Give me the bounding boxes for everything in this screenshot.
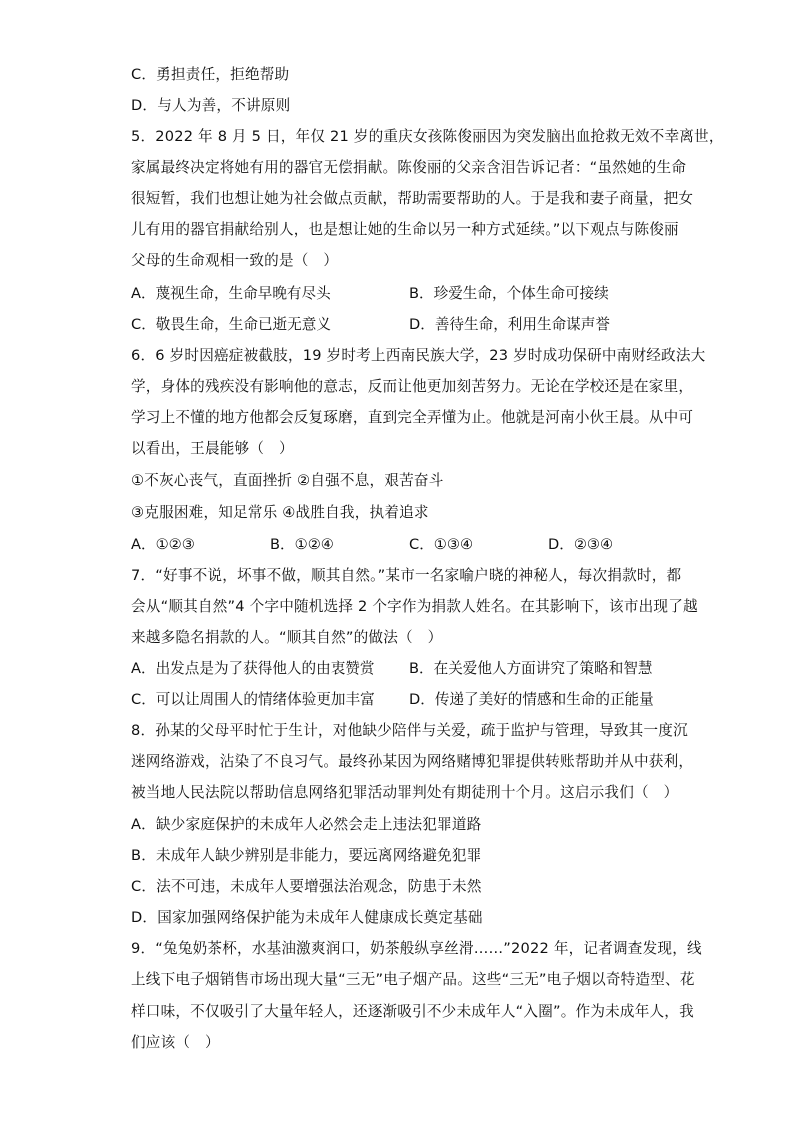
- q7-option-d: D．传递了美好的情感和生命的正能量: [409, 691, 654, 708]
- q5-stem-line-3: 很短暂，我们也想让她为社会做点贡献，帮助需要帮助的人。于是我和妻子商量，把女: [131, 190, 694, 207]
- q8-option-c: C．法不可违，未成年人要增强法治观念，防患于未然: [131, 878, 482, 895]
- q6-option-b: B．①②④: [270, 536, 334, 553]
- q5-option-b: B．珍爱生命，个体生命可接续: [409, 285, 609, 302]
- q6-option-a: A．①②③: [131, 536, 195, 553]
- q8-option-d: D．国家加强网络保护能为未成年人健康成长奠定基础: [131, 909, 483, 926]
- q8-stem-line-3: 被当地人民法院以帮助信息网络犯罪活动罪判处有期徒刑十个月。这启示我们（ ）: [131, 784, 679, 801]
- q6-items-1-2: ①不灰心丧气，直面挫折 ②自强不息，艰苦奋斗: [131, 472, 444, 489]
- q5-stem-line-5: 父母的生命观相一致的是（ ）: [131, 252, 339, 269]
- q8-option-a: A．缺少家庭保护的未成年人必然会走上违法犯罪道路: [131, 816, 482, 833]
- q8-stem-line-2: 迷网络游戏，沾染了不良习气。最终孙某因为网络赌博犯罪提供转账帮助并从中获利，: [131, 753, 694, 770]
- q4-option-c: C．勇担责任，拒绝帮助: [131, 66, 290, 83]
- q4-option-d: D．与人为善，不讲原则: [131, 97, 291, 114]
- q6-option-d: D．②③④: [548, 536, 614, 553]
- q7-option-b: B．在关爱他人方面讲究了策略和智慧: [409, 660, 653, 677]
- q7-option-a: A．出发点是为了获得他人的由衷赞赏: [131, 660, 375, 677]
- q9-stem-line-2: 上线下电子烟销售市场出现大量“三无”电子烟产品。这些“三无”电子烟以奇特造型、花: [131, 971, 695, 988]
- q6-stem-line-1: 6．6 岁时因癌症被截肢，19 岁时考上西南民族大学，23 岁时成功保研中南财经政法大: [131, 347, 706, 364]
- q8-stem-line-1: 8．孙某的父母平时忙于生计，对他缺少陪伴与关爱，疏于监护与管理，导致其一度沉: [131, 722, 688, 739]
- q7-stem-line-3: 来越多隐名捐款的人。“顺其自然”的做法（ ）: [131, 629, 443, 646]
- q5-stem-line-2: 家属最终决定将她有用的器官无偿捐献。陈俊丽的父亲含泪告诉记者：“虽然她的生命: [131, 159, 687, 176]
- q7-stem-line-2: 会从“顺其自然”4 个字中随机选择 2 个字作为捐款人姓名。在其影响下，该市出现了越: [131, 598, 698, 615]
- q6-stem-line-3: 学习上不懂的地方他都会反复琢磨，直到完全弄懂为止。他就是河南小伙王晨。从中可: [131, 409, 694, 426]
- q5-option-a: A．蔑视生命，生命早晚有尽头: [131, 285, 331, 302]
- q7-stem-line-1: 7．“好事不说，坏事不做，顺其自然。”某市一名家喻户晓的神秘人，每次捐款时，都: [131, 567, 682, 584]
- q5-stem-line-4: 儿有用的器官捐献给别人，也是想让她的生命以另一种方式延续。”以下观点与陈俊丽: [131, 221, 679, 238]
- q6-stem-line-4: 以看出，王晨能够（ ）: [131, 440, 294, 457]
- q5-option-d: D．善待生命，利用生命谋声誉: [409, 316, 610, 333]
- q6-stem-line-2: 学，身体的残疾没有影响他的意志，反而让他更加刻苦努力。无论在学校还是在家里，: [131, 378, 694, 395]
- q5-stem-line-1: 5．2022 年 8 月 5 日，年仅 21 岁的重庆女孩陈俊丽因为突发脑出血抢救无效不幸离世，: [131, 128, 724, 145]
- q9-stem-line-3: 样口味，不仅吸引了大量年轻人，还逐渐吸引不少未成年人“入圈”。作为未成年人，我: [131, 1003, 694, 1020]
- q9-stem-line-1: 9．“兔兔奶茶杯，水基油激爽润口，奶茶般纵享丝滑……”2022 年，记者调查发现，线: [131, 940, 702, 957]
- q6-option-c: C．①③④: [409, 536, 474, 553]
- q8-option-b: B．未成年人缺少辨别是非能力，要远离网络避免犯罪: [131, 847, 482, 864]
- q9-stem-line-4: 们应该（ ）: [131, 1034, 220, 1051]
- q7-option-c: C．可以让周围人的情绪体验更加丰富: [131, 691, 375, 708]
- q5-option-c: C．敬畏生命，生命已逝无意义: [131, 316, 331, 333]
- q6-items-3-4: ③克服困难，知足常乐 ④战胜自我，执着追求: [131, 504, 429, 521]
